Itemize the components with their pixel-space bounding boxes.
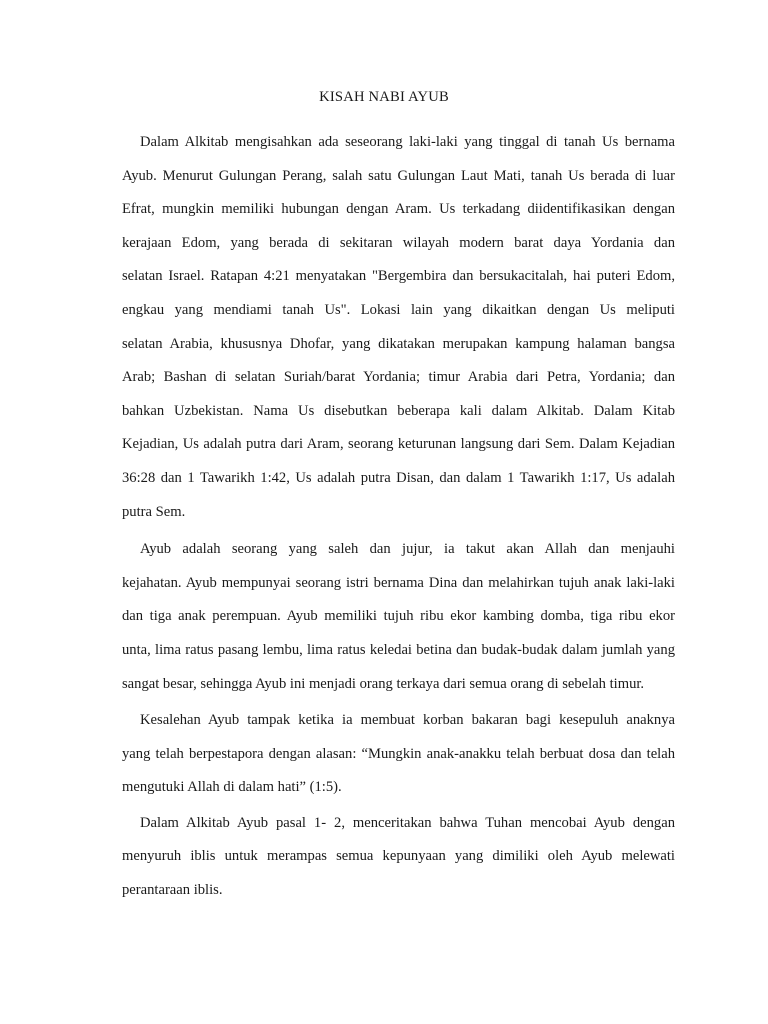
text-line: yang telah berpestapora dengan alasan: “Mungkin anak-anakku telah berbuat dosa dan telah: [122, 745, 675, 762]
paragraph-1-body: [122, 160, 675, 530]
paragraph-4: [122, 807, 675, 908]
text-line: Dalam Alkitab mengisahkan ada seseorang laki-laki yang tinggal di tanah Us bernama: [140, 134, 675, 150]
paragraph-3: [122, 704, 675, 805]
text-line: perantaraan iblis.: [122, 882, 223, 899]
text-line: engkau yang mendiami tanah Us". Lokasi lain yang dikaitkan dengan Us meliputi: [122, 301, 675, 318]
text-line: unta, lima ratus pasang lembu, lima ratus keledai betina dan budak-budak dalam jumlah yang: [122, 641, 675, 658]
text-line: Arab; Bashan di selatan Suriah/barat Yordania; timur Arabia dari Petra, Yordania; dan: [122, 369, 675, 386]
text-line: putra Sem.: [122, 503, 186, 520]
text-line: Dalam Alkitab Ayub pasal 1- 2, menceritakan bahwa Tuhan mencobai Ayub dengan: [140, 814, 675, 831]
text-line: bahkan Uzbekistan. Nama Us disebutkan beberapa kali dalam Alkitab. Dalam Kitab: [122, 402, 675, 419]
text-line: dan tiga anak perempuan. Ayub memiliki tujuh ribu ekor kambing domba, tiga ribu ekor: [122, 608, 675, 625]
text-line: Ayub adalah seorang yang saleh dan jujur, ia takut akan Allah dan menjauhi: [140, 541, 675, 558]
paragraph-1: [122, 126, 675, 160]
text-line: selatan Israel. Ratapan 4:21 menyatakan "Bergembira dan bersukacitalah, hai puteri Edom,: [122, 268, 675, 285]
paragraph-2: [122, 533, 675, 701]
document-body: [122, 126, 675, 908]
text-line: kerajaan Edom, yang berada di sekitaran wilayah modern barat daya Yordania dan: [122, 234, 675, 251]
text-line: Kesalehan Ayub tampak ketika ia membuat korban bakaran bagi kesepuluh anaknya: [140, 712, 675, 729]
text-line: menyuruh iblis untuk merampas semua kepunyaan yang dimiliki oleh Ayub melewati: [122, 848, 675, 865]
text-line: Ayub. Menurut Gulungan Perang, salah satu Gulungan Laut Mati, tanah Us berada di luar: [122, 167, 675, 184]
text-line: kejahatan. Ayub mempunyai seorang istri bernama Dina dan melahirkan tujuh anak laki-laki: [122, 574, 675, 591]
text-line: selatan Arabia, khususnya Dhofar, yang dikatakan merupakan kampung halaman bangsa: [122, 335, 675, 352]
document-title: KISAH NABI AYUB: [319, 89, 449, 105]
text-line: sangat besar, sehingga Ayub ini menjadi orang terkaya dari semua orang di sebelah timur.: [122, 675, 645, 692]
text-line: mengutuki Allah di dalam hati” (1:5).: [122, 779, 342, 796]
text-line: Kejadian, Us adalah putra dari Aram, seorang keturunan langsung dari Sem. Dalam Kejadian: [122, 436, 675, 453]
text-line: Efrat, mungkin memiliki hubungan dengan Aram. Us terkadang diidentifikasikan dengan: [122, 201, 675, 218]
text-line: 36:28 dan 1 Tawarikh 1:42, Us adalah putra Disan, dan dalam 1 Tawarikh 1:17, Us adalah: [122, 469, 675, 486]
